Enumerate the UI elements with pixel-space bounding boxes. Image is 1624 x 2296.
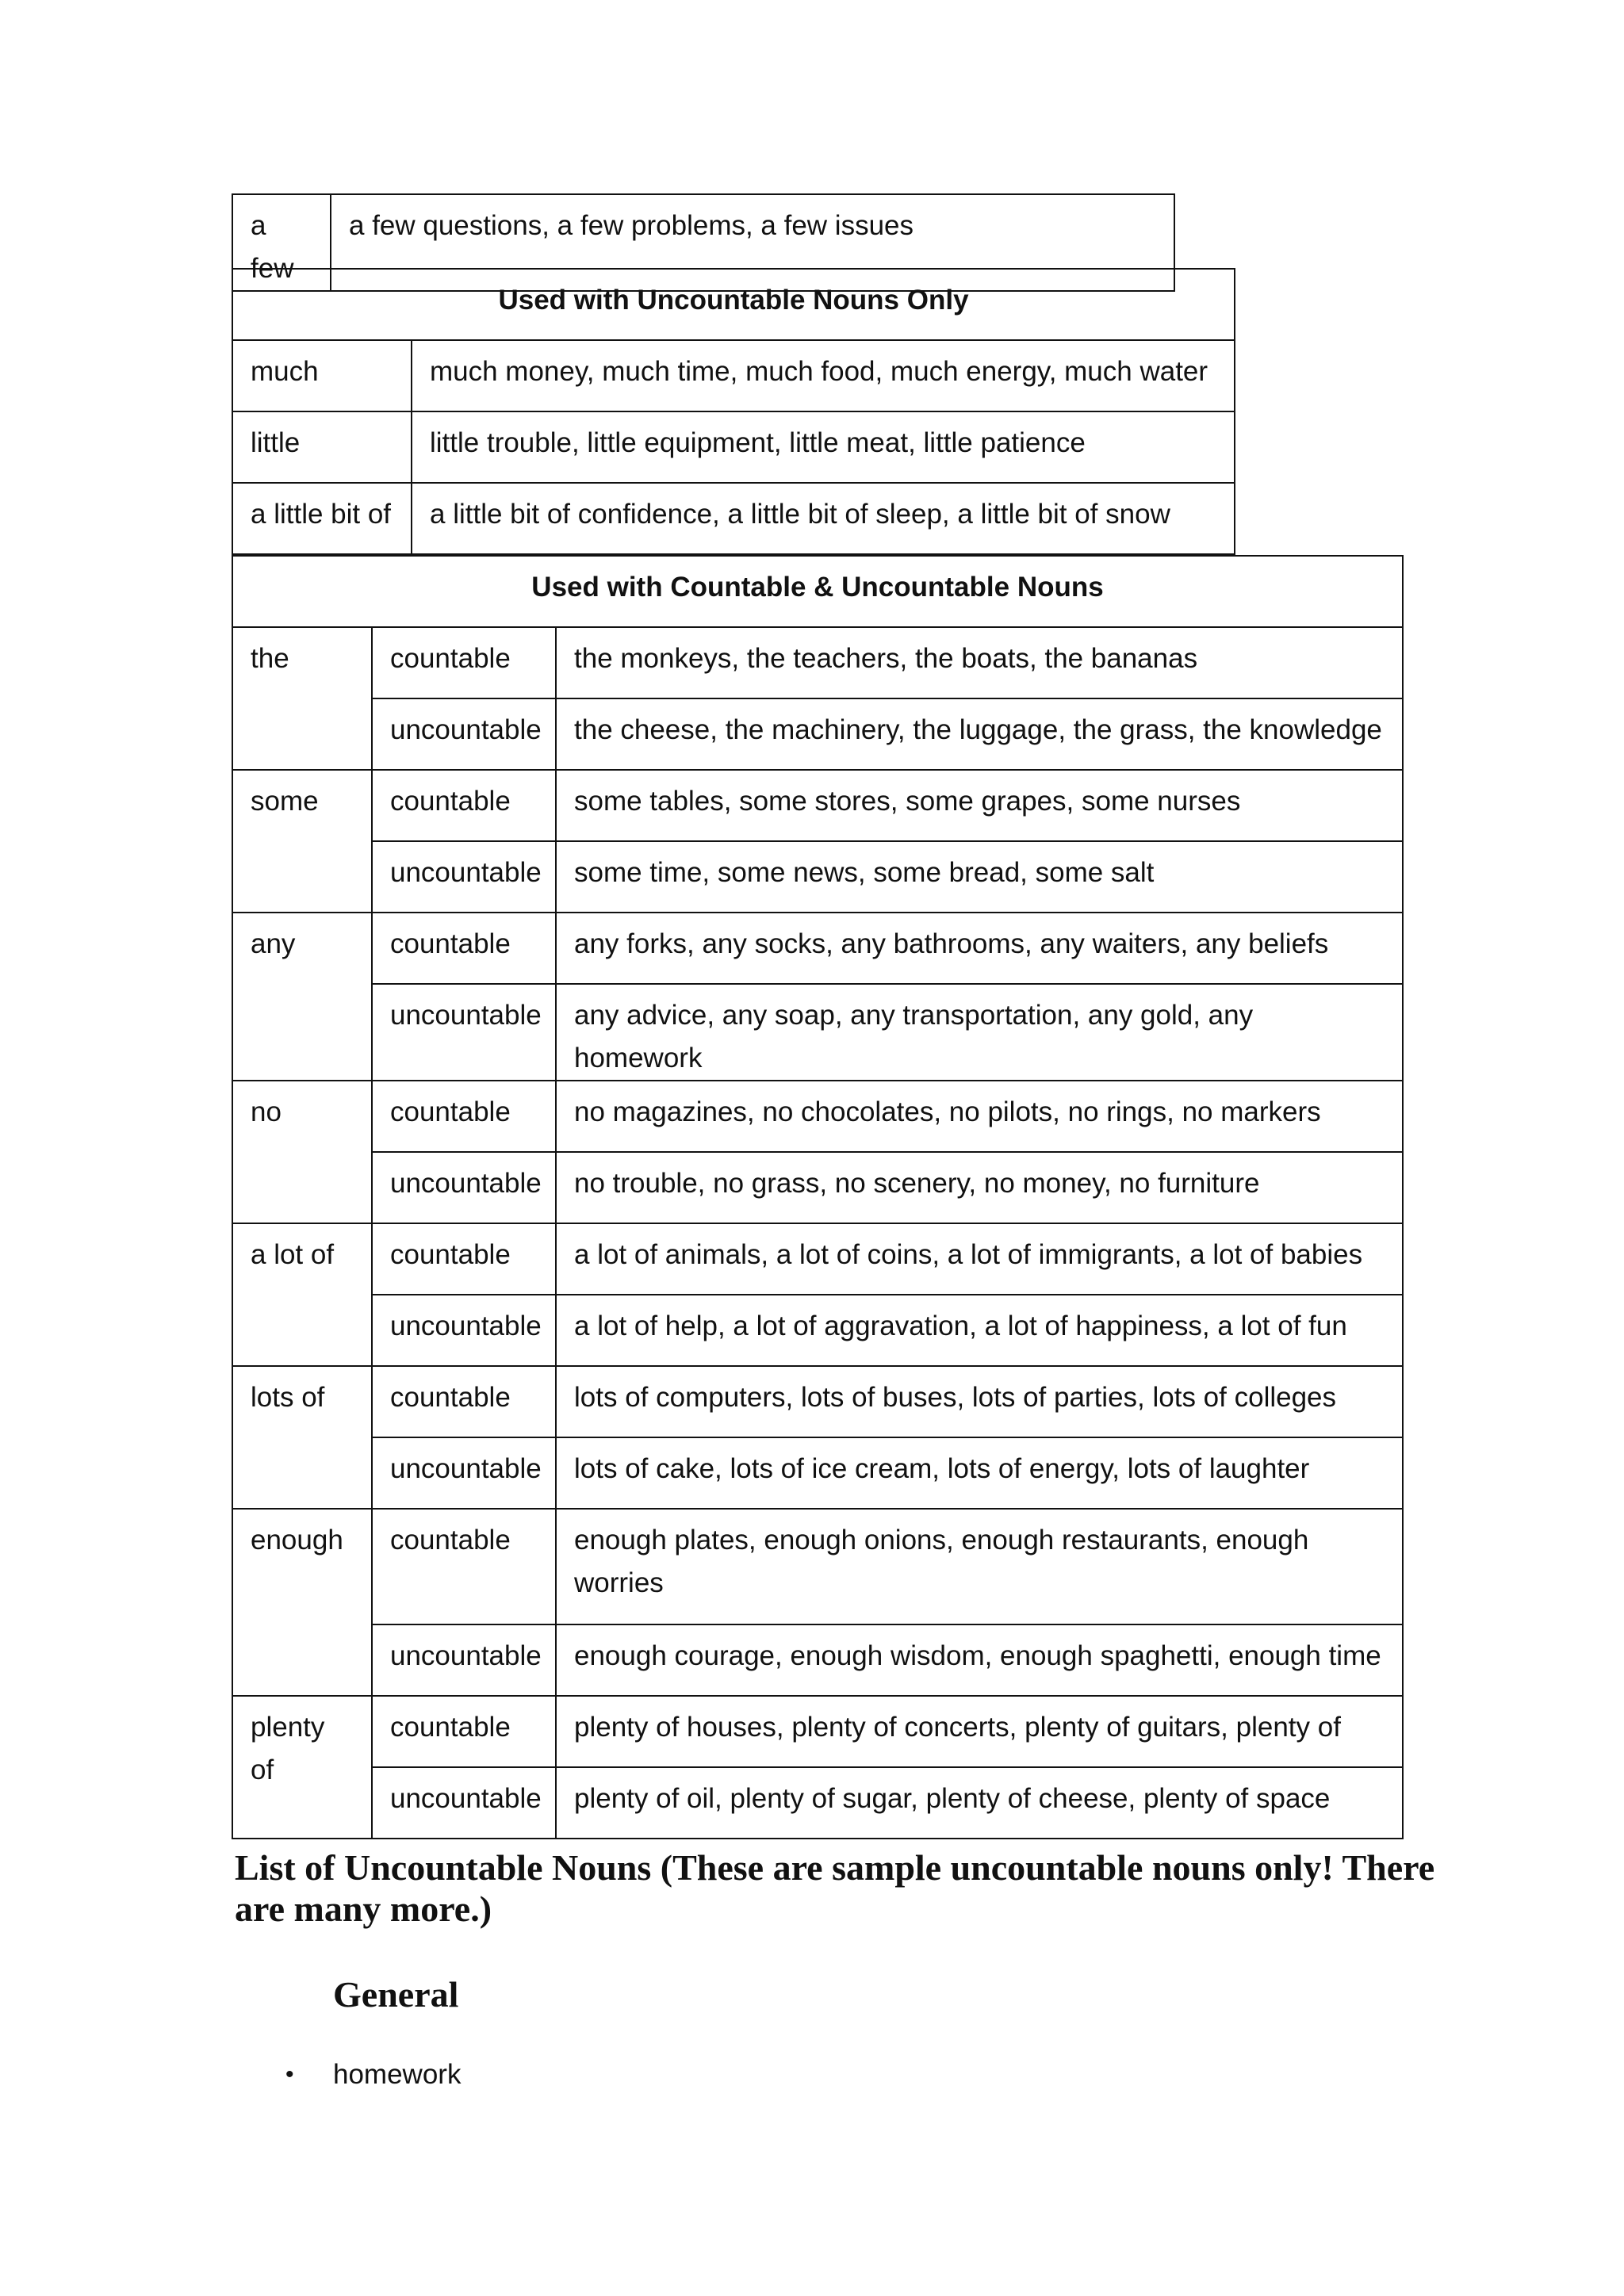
example-cell: the monkeys, the teachers, the boats, the bananas bbox=[556, 627, 1403, 698]
quantifier-cell: no bbox=[232, 1081, 372, 1223]
list-item-label: homework bbox=[333, 2059, 462, 2090]
countable-uncountable-table bbox=[232, 555, 1404, 1839]
quantifier-cell: plenty of bbox=[232, 1696, 372, 1839]
example-cell: a lot of animals, a lot of coins, a lot of immigrants, a lot of babies bbox=[556, 1223, 1403, 1295]
example-cell: lots of computers, lots of buses, lots of parties, lots of colleges bbox=[556, 1366, 1403, 1437]
table-header-row bbox=[232, 556, 1403, 627]
table-header: Used with Countable & Uncountable Nouns bbox=[232, 556, 1403, 627]
type-cell: uncountable bbox=[372, 984, 556, 1081]
table-row bbox=[232, 1509, 1403, 1624]
quantifier-cell: enough bbox=[232, 1509, 372, 1696]
type-cell: countable bbox=[372, 913, 556, 984]
type-cell: countable bbox=[372, 1509, 556, 1624]
example-cell: enough plates, enough onions, enough restaurants, enough worries bbox=[556, 1509, 1403, 1624]
noun-list bbox=[285, 2053, 461, 2096]
list-item bbox=[285, 2053, 461, 2096]
example-cell: no trouble, no grass, no scenery, no money, no furniture bbox=[556, 1152, 1403, 1223]
quantifier-cell: little bbox=[232, 411, 412, 483]
table-row bbox=[232, 1223, 1403, 1295]
table-row bbox=[232, 627, 1403, 698]
table-row bbox=[232, 483, 1235, 554]
example-cell: some time, some news, some bread, some salt bbox=[556, 841, 1403, 913]
type-cell: countable bbox=[372, 770, 556, 841]
example-cell: any advice, any soap, any transportation, any gold, any homework bbox=[556, 984, 1403, 1081]
table-row bbox=[232, 1295, 1403, 1366]
type-cell: countable bbox=[372, 1223, 556, 1295]
table-row bbox=[232, 913, 1403, 984]
example-cell: plenty of oil, plenty of sugar, plenty of cheese, plenty of space bbox=[556, 1767, 1403, 1839]
table-row bbox=[232, 1624, 1403, 1696]
table-row bbox=[232, 1696, 1403, 1767]
example-cell: little trouble, little equipment, little meat, little patience bbox=[412, 411, 1235, 483]
type-cell: uncountable bbox=[372, 1437, 556, 1509]
type-cell: uncountable bbox=[372, 841, 556, 913]
quantifier-cell: the bbox=[232, 627, 372, 770]
example-cell: a lot of help, a lot of aggravation, a lot of happiness, a lot of fun bbox=[556, 1295, 1403, 1366]
table-row bbox=[232, 1081, 1403, 1152]
type-cell: countable bbox=[372, 1081, 556, 1152]
example-cell: lots of cake, lots of ice cream, lots of energy, lots of laughter bbox=[556, 1437, 1403, 1509]
table-row bbox=[232, 698, 1403, 770]
type-cell: countable bbox=[372, 1696, 556, 1767]
example-cell: a few questions, a few problems, a few issues bbox=[331, 194, 1174, 291]
example-cell: much money, much time, much food, much energy, much water bbox=[412, 340, 1235, 411]
table-row bbox=[232, 984, 1403, 1081]
example-cell: some tables, some stores, some grapes, some nurses bbox=[556, 770, 1403, 841]
quantifier-cell: a little bit of bbox=[232, 483, 412, 554]
type-cell: countable bbox=[372, 627, 556, 698]
example-cell: any forks, any socks, any bathrooms, any waiters, any beliefs bbox=[556, 913, 1403, 984]
type-cell: countable bbox=[372, 1366, 556, 1437]
table-row bbox=[232, 1767, 1403, 1839]
table-row bbox=[232, 1152, 1403, 1223]
bullet-icon: • bbox=[285, 2061, 294, 2087]
quantifier-cell: a few bbox=[232, 194, 331, 291]
table-row bbox=[232, 770, 1403, 841]
table-row bbox=[232, 1437, 1403, 1509]
table-row bbox=[232, 1366, 1403, 1437]
uncountable-nouns-table bbox=[232, 268, 1235, 555]
type-cell: uncountable bbox=[372, 698, 556, 770]
type-cell: uncountable bbox=[372, 1767, 556, 1839]
table-row bbox=[232, 340, 1235, 411]
example-cell: plenty of houses, plenty of concerts, plenty of guitars, plenty of bbox=[556, 1696, 1403, 1767]
quantifier-cell: lots of bbox=[232, 1366, 372, 1509]
example-cell: no magazines, no chocolates, no pilots, no rings, no markers bbox=[556, 1081, 1403, 1152]
example-cell: enough courage, enough wisdom, enough spaghetti, enough time bbox=[556, 1624, 1403, 1696]
example-cell: a little bit of confidence, a little bit of sleep, a little bit of snow bbox=[412, 483, 1235, 554]
quantifier-cell: a lot of bbox=[232, 1223, 372, 1366]
quantifier-cell: some bbox=[232, 770, 372, 913]
table-header: Used with Uncountable Nouns Only bbox=[232, 269, 1235, 340]
quantifier-cell: any bbox=[232, 913, 372, 1081]
example-cell: the cheese, the machinery, the luggage, the grass, the knowledge bbox=[556, 698, 1403, 770]
section-heading: List of Uncountable Nouns (These are sample uncountable nouns only! There are many more.) bbox=[235, 1847, 1435, 1929]
type-cell: uncountable bbox=[372, 1295, 556, 1366]
type-cell: uncountable bbox=[372, 1624, 556, 1696]
quantifier-cell: much bbox=[232, 340, 412, 411]
table-header-row bbox=[232, 269, 1235, 340]
section-subheading: General bbox=[333, 1974, 459, 2015]
table-row bbox=[232, 841, 1403, 913]
table-row bbox=[232, 411, 1235, 483]
type-cell: uncountable bbox=[372, 1152, 556, 1223]
